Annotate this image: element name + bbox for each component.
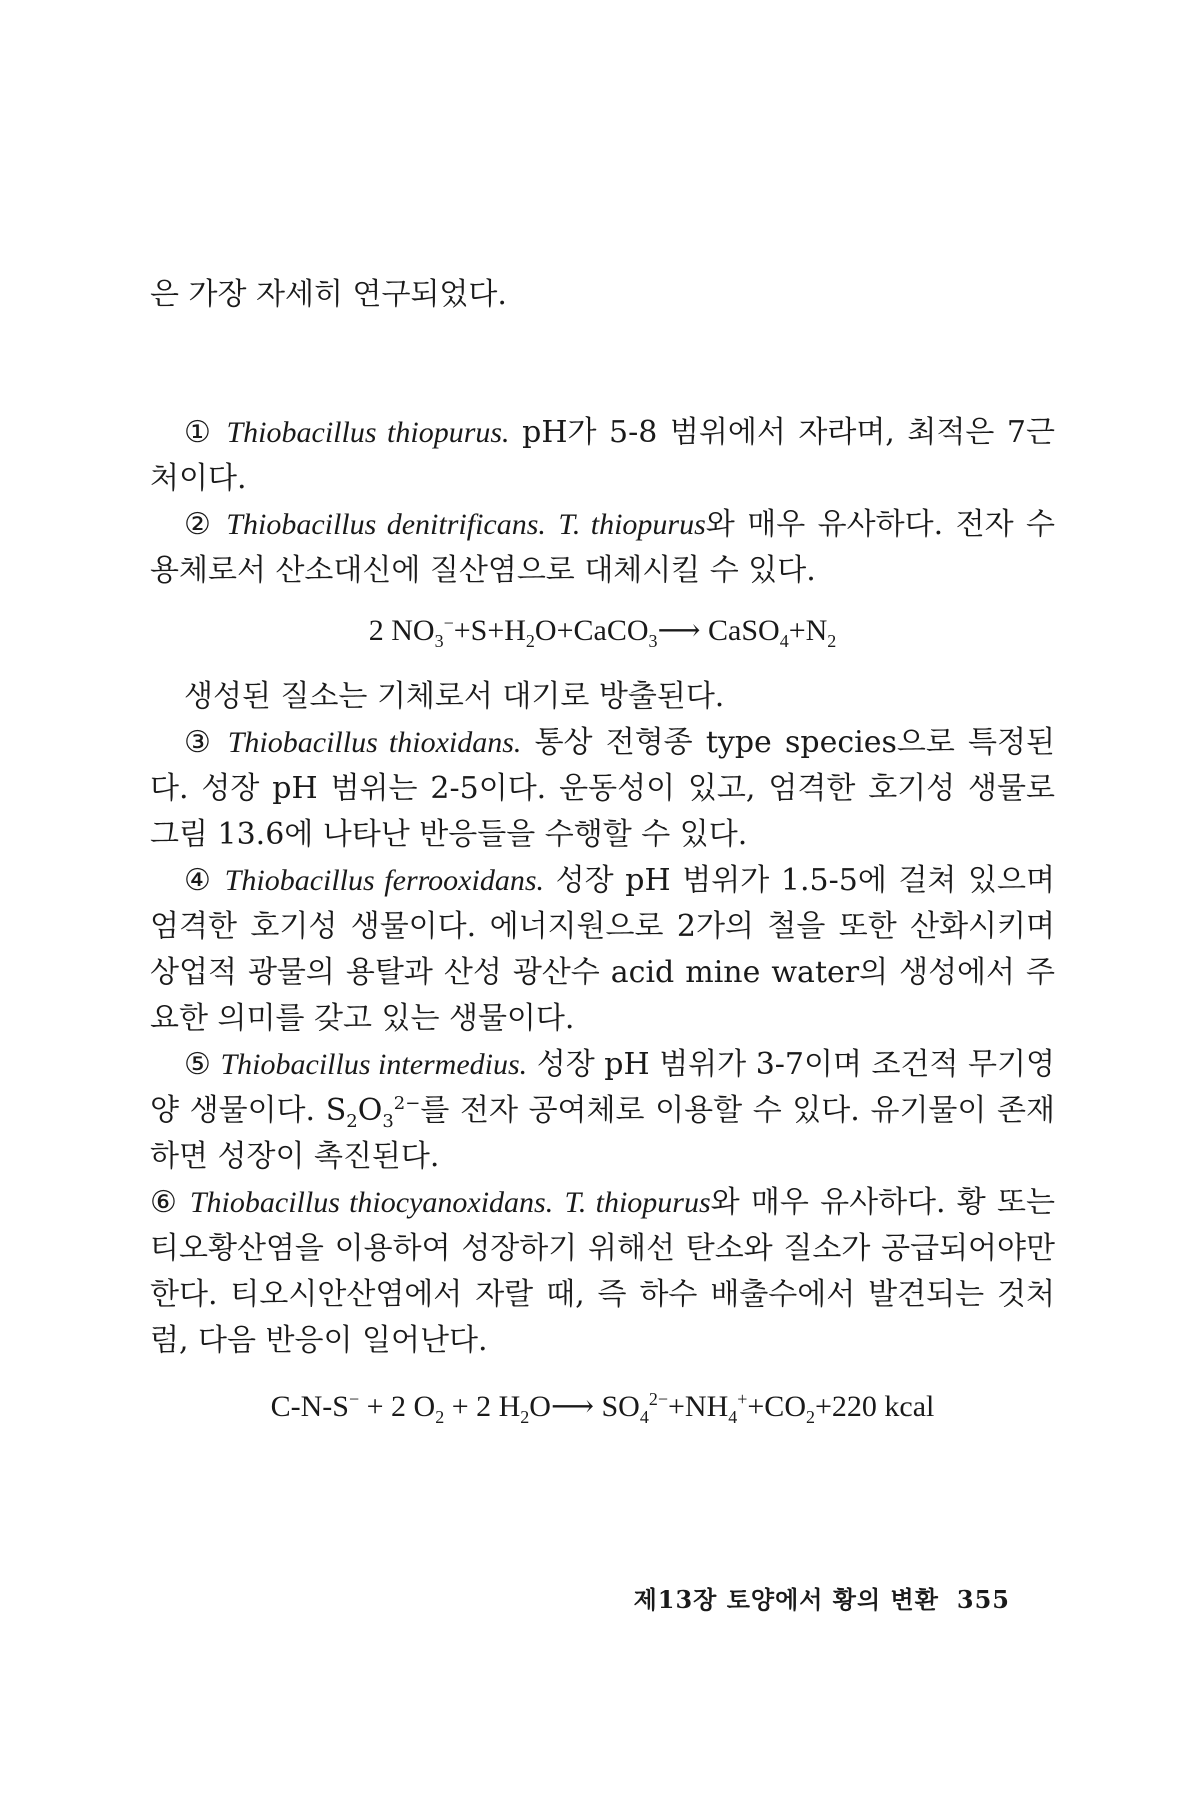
item-4 (150, 858, 1055, 1042)
equation-thiocyanate: C-N-S− + 2 $O_2 + 2$ $H_2O⟶$ $SO_4^{2-}+NH_4^++CO_2+220$ kcal (270, 1389, 935, 1427)
item-marker: ① (184, 415, 214, 450)
running-footer (634, 1580, 1010, 1615)
species-name: Thiobacillus thiocyanoxidans. (189, 1186, 554, 1219)
item-marker: ⑥ (150, 1185, 179, 1220)
item-marker: ② (184, 507, 214, 542)
equation-denitrification: 2 $NO_3^-+S+H_2O+CaCO_3⟶$ $CaSO_4+N_2$ (368, 613, 837, 651)
item-text: pH가 5-8 범위에서 자라며, 최적은 7근처이다. (150, 415, 1055, 496)
item-text: 와 매우 유사하다. 전자 수용체로서 산소대신에 질산염으로 대체시킬 수 있다. (150, 507, 1055, 588)
species-reference: T. thiopurus (564, 1186, 711, 1219)
item-3 (150, 720, 1055, 858)
species-name: Thiobacillus intermedius. (220, 1048, 528, 1081)
thiosulfate-formula: $S_2O_3^{2-}$ (325, 1093, 421, 1132)
item-6 (150, 1180, 1055, 1364)
chapter-title: 제13장 토양에서 황의 변환 (633, 1585, 939, 1614)
item-1 (150, 410, 1055, 502)
nitrogen-release-line: 생성된 질소는 기체로서 대기로 방출된다. (184, 679, 725, 714)
body-text (150, 272, 1055, 1450)
species-name: Thiobacillus ferrooxidans. (224, 864, 545, 897)
page-number: 355 (956, 1585, 1010, 1614)
species-name: Thiobacillus thiopurus. (226, 416, 510, 449)
item-text-after: 를 전자 공여체로 이용할 수 있다. 유기물이 존재하면 성장이 촉진된다. (150, 1093, 1055, 1174)
item-2 (150, 502, 1055, 594)
item-text: 성장 pH 범위가 1.5-5에 걸쳐 있으며 엄격한 호기성 생물이다. 에너지원으로 2가의 철을 또한 산화시키며 상업적 광물의 용탈과 산성 광산수 acid mine water의 생성에서 주요한 의미를 갖고 있는 생물이다. (150, 863, 1055, 1036)
item-marker: ⑤ (184, 1047, 211, 1082)
item-5 (150, 1042, 1055, 1180)
species-reference: T. thiopurus (558, 508, 706, 541)
item-text: 와 매우 유사하다. 황 또는 티오황산염을 이용하여 성장하기 위해선 탄소와 질소가 공급되어야만 한다. 티오시안산염에서 자랄 때, 즉 하수 배출수에서 발견되는 것처럼, 다음 반응이 일어난다. (150, 1185, 1055, 1358)
item-text: 통상 전형종 type species으로 특정된다. 성장 pH 범위는 2-5이다. 운동성이 있고, 엄격한 호기성 생물로 그림 13.6에 나타난 반응들을 수행할 수 있다. (150, 725, 1055, 852)
item-marker: ③ (184, 725, 215, 760)
lead-line: 은 가장 자세히 연구되었다. (150, 277, 507, 312)
species-name: Thiobacillus denitrificans. (226, 508, 546, 541)
item-text-before: 성장 pH 범위가 3-7이며 조건적 무기영양 생물이다. (150, 1047, 1055, 1128)
item-marker: ④ (184, 863, 214, 898)
species-name: Thiobacillus thioxidans. (227, 726, 522, 759)
